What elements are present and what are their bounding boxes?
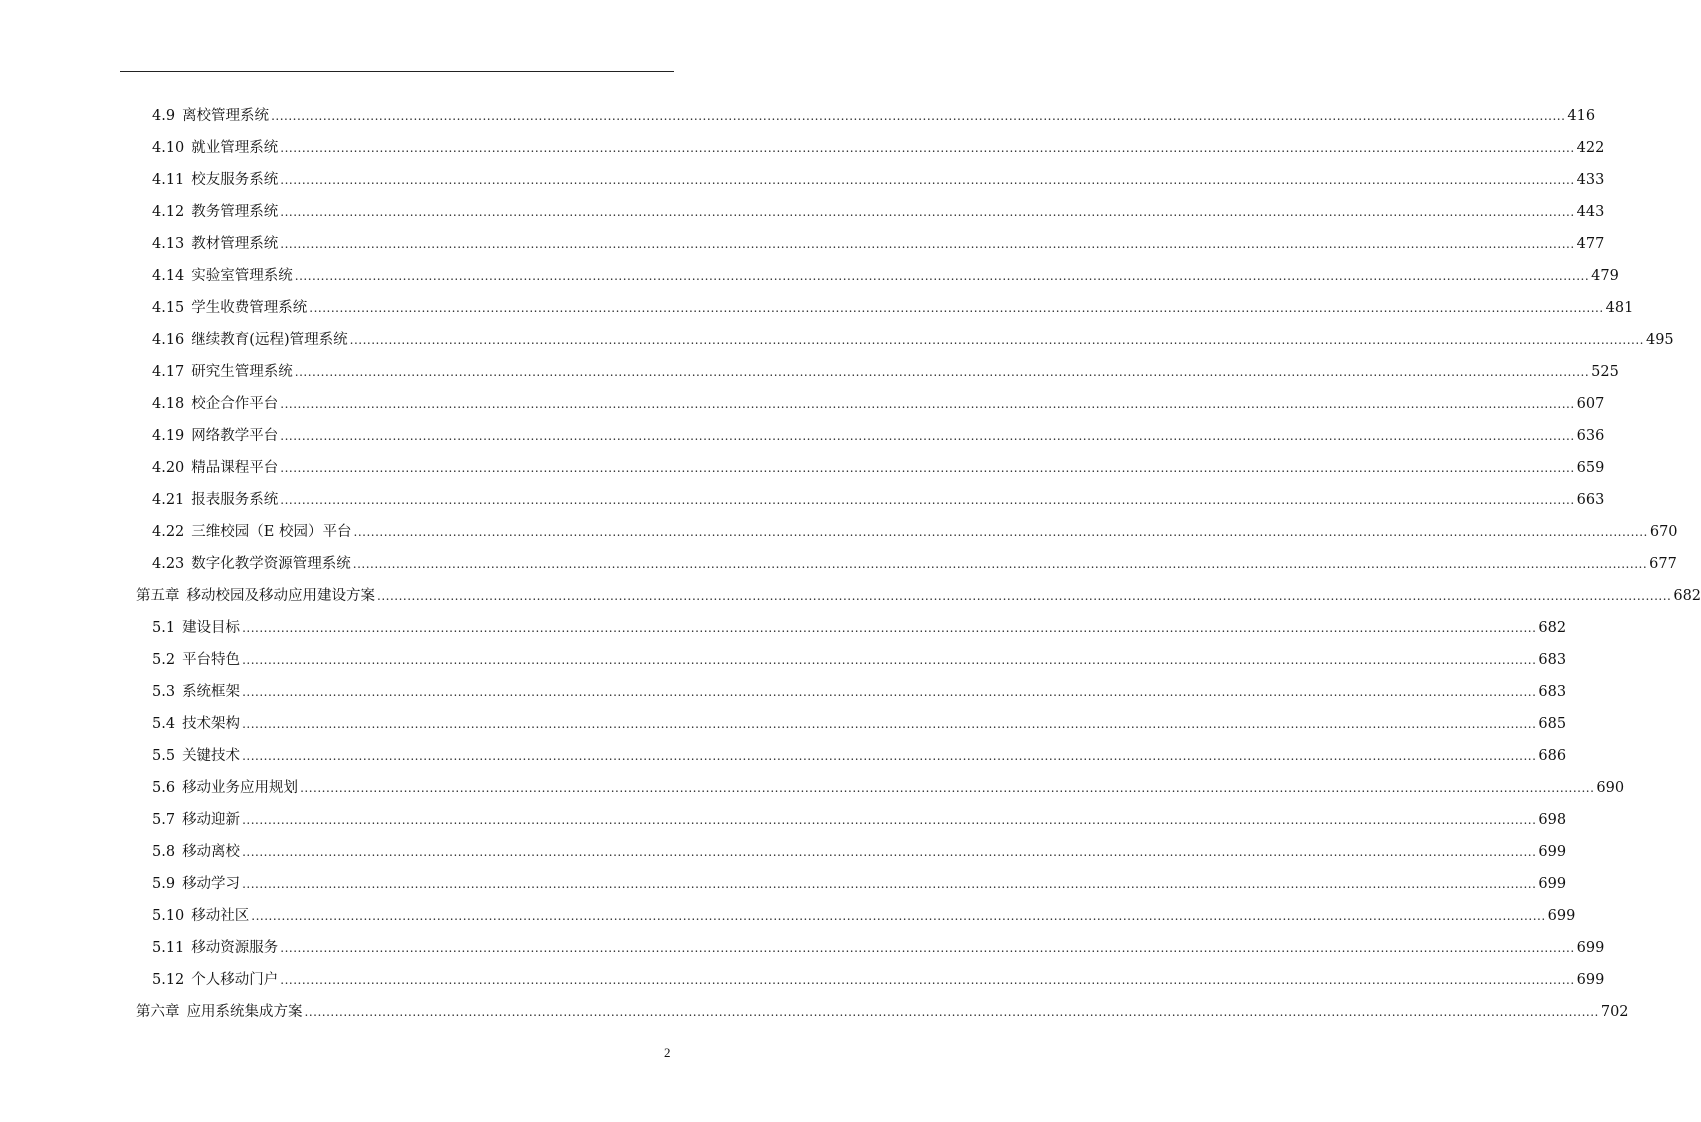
toc-entry[interactable]: [152, 422, 1605, 450]
toc-entry[interactable]: [152, 230, 1605, 258]
toc-entry-page: 477: [1576, 236, 1605, 252]
toc-dot-leader: ............................................................................................................................................................................................................................................................................................................: [242, 653, 1537, 667]
toc-entry[interactable]: [152, 550, 1677, 578]
toc-dot-leader: ............................................................................................................................................................................................................................................................................................................: [309, 301, 1604, 315]
toc-entry-number: 5.4: [152, 716, 176, 732]
toc-entry-page: 682: [1538, 620, 1567, 636]
toc-entry-number: 4.15: [152, 300, 185, 316]
toc-entry-title: 三维校园（E 校园）平台: [191, 524, 352, 540]
toc-entry-page: 686: [1538, 748, 1567, 764]
toc-entry[interactable]: [152, 102, 1596, 130]
toc-entry-number: 4.9: [152, 108, 176, 124]
toc-entry-number: 5.6: [152, 780, 176, 796]
toc-entry-number: 4.16: [152, 332, 185, 348]
toc-dot-leader: ............................................................................................................................................................................................................................................................................................................: [294, 365, 1590, 379]
toc-entry[interactable]: [152, 678, 1567, 706]
toc-dot-leader: ............................................................................................................................................................................................................................................................................................................: [304, 1005, 1599, 1019]
toc-entry-page: 683: [1538, 652, 1567, 668]
toc-entry-title: 精品课程平台: [191, 460, 279, 476]
toc-entry[interactable]: [152, 358, 1619, 386]
toc-entry[interactable]: [152, 262, 1619, 290]
toc-entry-title: 离校管理系统: [182, 108, 270, 124]
toc-entry-title: 教务管理系统: [191, 204, 279, 220]
toc-entry-page: 699: [1538, 876, 1567, 892]
toc-dot-leader: ............................................................................................................................................................................................................................................................................................................: [242, 749, 1537, 763]
toc-entry[interactable]: [152, 710, 1567, 738]
toc-entry-title: 应用系统集成方案: [186, 1004, 303, 1020]
toc-entry-title: 移动业务应用规划: [182, 780, 299, 796]
toc-entry-title: 移动资源服务: [191, 940, 279, 956]
toc-entry-number: 5.7: [152, 812, 176, 828]
toc-entry[interactable]: [152, 774, 1625, 802]
toc-entry-page: 699: [1576, 940, 1605, 956]
toc-entry-title: 移动迎新: [182, 812, 241, 828]
toc-entry[interactable]: [152, 390, 1605, 418]
toc-entry-title: 移动社区: [191, 908, 250, 924]
toc-entry-number: 5.1: [152, 620, 176, 636]
toc-entry-title: 就业管理系统: [191, 140, 279, 156]
toc-entry-page: 607: [1576, 396, 1605, 412]
toc-dot-leader: ............................................................................................................................................................................................................................................................................................................: [242, 877, 1537, 891]
toc-entry-page: 422: [1576, 140, 1605, 156]
toc-entry-title: 学生收费管理系统: [191, 300, 308, 316]
toc-entry-page: 416: [1567, 108, 1596, 124]
toc-entry[interactable]: [152, 198, 1605, 226]
toc-entry-number: 4.14: [152, 268, 185, 284]
toc-entry-number: 5.8: [152, 844, 176, 860]
toc-entry-title: 数字化教学资源管理系统: [191, 556, 351, 572]
toc-entry[interactable]: [152, 806, 1567, 834]
toc-entry-page: 659: [1576, 460, 1605, 476]
toc-dot-leader: ............................................................................................................................................................................................................................................................................................................: [242, 813, 1537, 827]
toc-entry[interactable]: [136, 582, 1701, 610]
toc-dot-leader: ............................................................................................................................................................................................................................................................................................................: [280, 173, 1575, 187]
toc-entry-number: 第六章: [136, 1004, 180, 1020]
toc-dot-leader: ............................................................................................................................................................................................................................................................................................................: [280, 429, 1575, 443]
toc-entry-title: 继续教育(远程)管理系统: [191, 332, 348, 348]
toc-entry-number: 5.2: [152, 652, 176, 668]
toc-entry-page: 479: [1591, 268, 1619, 284]
toc-entry-title: 关键技术: [182, 748, 241, 764]
toc-dot-leader: ............................................................................................................................................................................................................................................................................................................: [271, 109, 1566, 123]
toc-entry-number: 5.12: [152, 972, 185, 988]
toc-dot-leader: ............................................................................................................................................................................................................................................................................................................: [280, 237, 1575, 251]
toc-entry[interactable]: [152, 294, 1634, 322]
toc-entry-title: 移动学习: [182, 876, 241, 892]
toc-entry-title: 建设目标: [182, 620, 241, 636]
toc-dot-leader: ............................................................................................................................................................................................................................................................................................................: [242, 845, 1537, 859]
toc-dot-leader: ............................................................................................................................................................................................................................................................................................................: [300, 781, 1595, 795]
toc-dot-leader: ............................................................................................................................................................................................................................................................................................................: [352, 557, 1648, 571]
toc-entry-number: 4.23: [152, 556, 185, 572]
toc-entry-number: 4.13: [152, 236, 185, 252]
toc-entry-page: 699: [1547, 908, 1576, 924]
toc-dot-leader: ............................................................................................................................................................................................................................................................................................................: [377, 589, 1672, 603]
toc-dot-leader: ............................................................................................................................................................................................................................................................................................................: [294, 269, 1590, 283]
toc-dot-leader: ............................................................................................................................................................................................................................................................................................................: [242, 717, 1537, 731]
toc-entry-title: 系统框架: [182, 684, 241, 700]
toc-entry-page: 682: [1673, 588, 1701, 604]
toc-entry-page: 670: [1649, 524, 1678, 540]
toc-entry-number: 5.3: [152, 684, 176, 700]
toc-entry-number: 5.5: [152, 748, 176, 764]
toc-entry-title: 移动离校: [182, 844, 241, 860]
toc-entry[interactable]: [152, 934, 1605, 962]
toc-dot-leader: ............................................................................................................................................................................................................................................................................................................: [242, 621, 1537, 635]
toc-dot-leader: ............................................................................................................................................................................................................................................................................................................: [280, 141, 1575, 155]
toc-entry[interactable]: [152, 134, 1605, 162]
toc-entry[interactable]: [152, 902, 1576, 930]
toc-entry-number: 5.10: [152, 908, 185, 924]
toc-entry[interactable]: [152, 742, 1567, 770]
toc-entry-page: 683: [1538, 684, 1567, 700]
toc-entry-title: 报表服务系统: [191, 492, 279, 508]
toc-entry-title: 网络教学平台: [191, 428, 279, 444]
toc-dot-leader: ............................................................................................................................................................................................................................................................................................................: [280, 205, 1575, 219]
toc-entry-title: 校企合作平台: [191, 396, 279, 412]
toc-entry-title: 研究生管理系统: [191, 364, 293, 380]
toc-entry[interactable]: [136, 998, 1629, 1026]
toc-entry[interactable]: [152, 454, 1605, 482]
toc-entry-number: 4.22: [152, 524, 185, 540]
toc-entry-page: 636: [1576, 428, 1605, 444]
page-number: 2: [664, 1045, 671, 1060]
toc-entry-page: 698: [1538, 812, 1567, 828]
toc-entry-page: 699: [1576, 972, 1605, 988]
toc-entry-page: 702: [1600, 1004, 1629, 1020]
toc-entry-number: 第五章: [136, 588, 180, 604]
toc-dot-leader: ............................................................................................................................................................................................................................................................................................................: [353, 525, 1648, 539]
toc-entry[interactable]: [152, 838, 1567, 866]
toc-entry-number: 4.18: [152, 396, 185, 412]
toc-entry-number: 4.12: [152, 204, 185, 220]
toc-entry[interactable]: [152, 646, 1567, 674]
toc-dot-leader: ............................................................................................................................................................................................................................................................................................................: [251, 909, 1546, 923]
toc-dot-leader: ............................................................................................................................................................................................................................................................................................................: [280, 973, 1575, 987]
header-rule: [120, 71, 674, 72]
toc-entry-number: 5.9: [152, 876, 176, 892]
toc-entry-title: 移动校园及移动应用建设方案: [186, 588, 375, 604]
toc-entry-number: 5.11: [152, 940, 185, 956]
toc-entry[interactable]: [152, 326, 1674, 354]
toc-entry-title: 校友服务系统: [191, 172, 279, 188]
toc-entry[interactable]: [152, 870, 1567, 898]
toc-entry[interactable]: [152, 518, 1678, 546]
toc-dot-leader: ............................................................................................................................................................................................................................................................................................................: [280, 461, 1575, 475]
toc-entry-title: 平台特色: [182, 652, 241, 668]
toc-dot-leader: ............................................................................................................................................................................................................................................................................................................: [349, 333, 1644, 347]
toc-entry-title: 个人移动门户: [191, 972, 279, 988]
toc-dot-leader: ............................................................................................................................................................................................................................................................................................................: [280, 397, 1575, 411]
toc-entry[interactable]: [152, 486, 1605, 514]
toc-entry-page: 525: [1591, 364, 1619, 380]
toc-entry-number: 4.17: [152, 364, 185, 380]
toc-dot-leader: ............................................................................................................................................................................................................................................................................................................: [280, 493, 1575, 507]
toc-entry-page: 685: [1538, 716, 1567, 732]
toc-entry-number: 4.19: [152, 428, 185, 444]
toc-entry-page: 677: [1649, 556, 1677, 572]
toc-entry-title: 实验室管理系统: [191, 268, 293, 284]
toc-entry-number: 4.10: [152, 140, 185, 156]
toc-entry-page: 663: [1576, 492, 1605, 508]
toc-entry[interactable]: [152, 166, 1605, 194]
toc-entry-number: 4.21: [152, 492, 185, 508]
toc-dot-leader: ............................................................................................................................................................................................................................................................................................................: [242, 685, 1537, 699]
toc-entry-page: 481: [1605, 300, 1634, 316]
toc-entry-number: 4.20: [152, 460, 185, 476]
toc-dot-leader: ............................................................................................................................................................................................................................................................................................................: [280, 941, 1575, 955]
toc-entry-page: 690: [1596, 780, 1625, 796]
toc-entry[interactable]: [152, 966, 1605, 994]
toc-entry-page: 433: [1576, 172, 1605, 188]
toc-entry[interactable]: [152, 614, 1567, 642]
toc-entry-page: 699: [1538, 844, 1567, 860]
toc-entry-number: 4.11: [152, 172, 185, 188]
toc-entry-page: 495: [1645, 332, 1674, 348]
toc-entry-title: 技术架构: [182, 716, 241, 732]
toc-entry-title: 教材管理系统: [191, 236, 279, 252]
toc-entry-page: 443: [1576, 204, 1605, 220]
